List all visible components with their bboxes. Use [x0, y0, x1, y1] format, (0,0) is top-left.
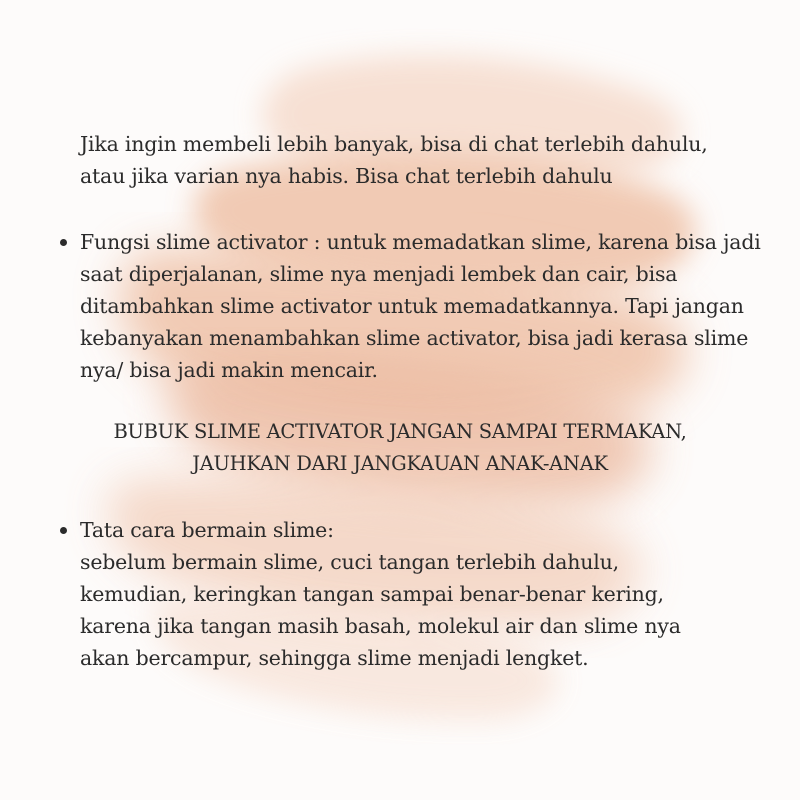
list-item-activator-function [80, 226, 770, 386]
bullet-list-2 [80, 514, 770, 674]
how-to-play-line-3: karena jika tangan masih basah, molekul air dan slime nya [80, 614, 681, 638]
bullet-icon [60, 527, 67, 534]
bullet-list [80, 226, 770, 386]
warning-line-2: JAUHKAN DARI JANGKAUAN ANAK-ANAK [192, 452, 608, 475]
intro-paragraph: Jika ingin membeli lebih banyak, bisa di chat terlebih dahulu, atau jika varian nya habis. Bisa chat terlebih dahulu [80, 132, 708, 188]
warning-line-1: BUBUK SLIME ACTIVATOR JANGAN SAMPAI TERMAKAN, [113, 420, 687, 443]
how-to-play-heading: Tata cara bermain slime: [80, 518, 334, 542]
content-column [80, 128, 770, 674]
how-to-play-line-2: kemudian, keringkan tangan sampai benar-benar kering, [80, 582, 664, 606]
list-item-how-to-play [80, 514, 770, 674]
bullet-icon [60, 239, 67, 246]
how-to-play-line-4: akan bercampur, sehingga slime menjadi lengket. [80, 646, 589, 670]
activator-function-text: Fungsi slime activator : untuk memadatkan slime, karena bisa jadi saat diperjalanan, slime nya menjadi lembek dan cair, bisa ditambahkan slime activator untuk memadatkannya. Tapi jangan kebanyakan menambahkan slime activator, bisa jadi kerasa slime nya/ bisa jadi makin mencair. [80, 230, 761, 382]
how-to-play-line-1: sebelum bermain slime, cuci tangan terlebih dahulu, [80, 550, 619, 574]
warning-notice [0, 416, 800, 480]
